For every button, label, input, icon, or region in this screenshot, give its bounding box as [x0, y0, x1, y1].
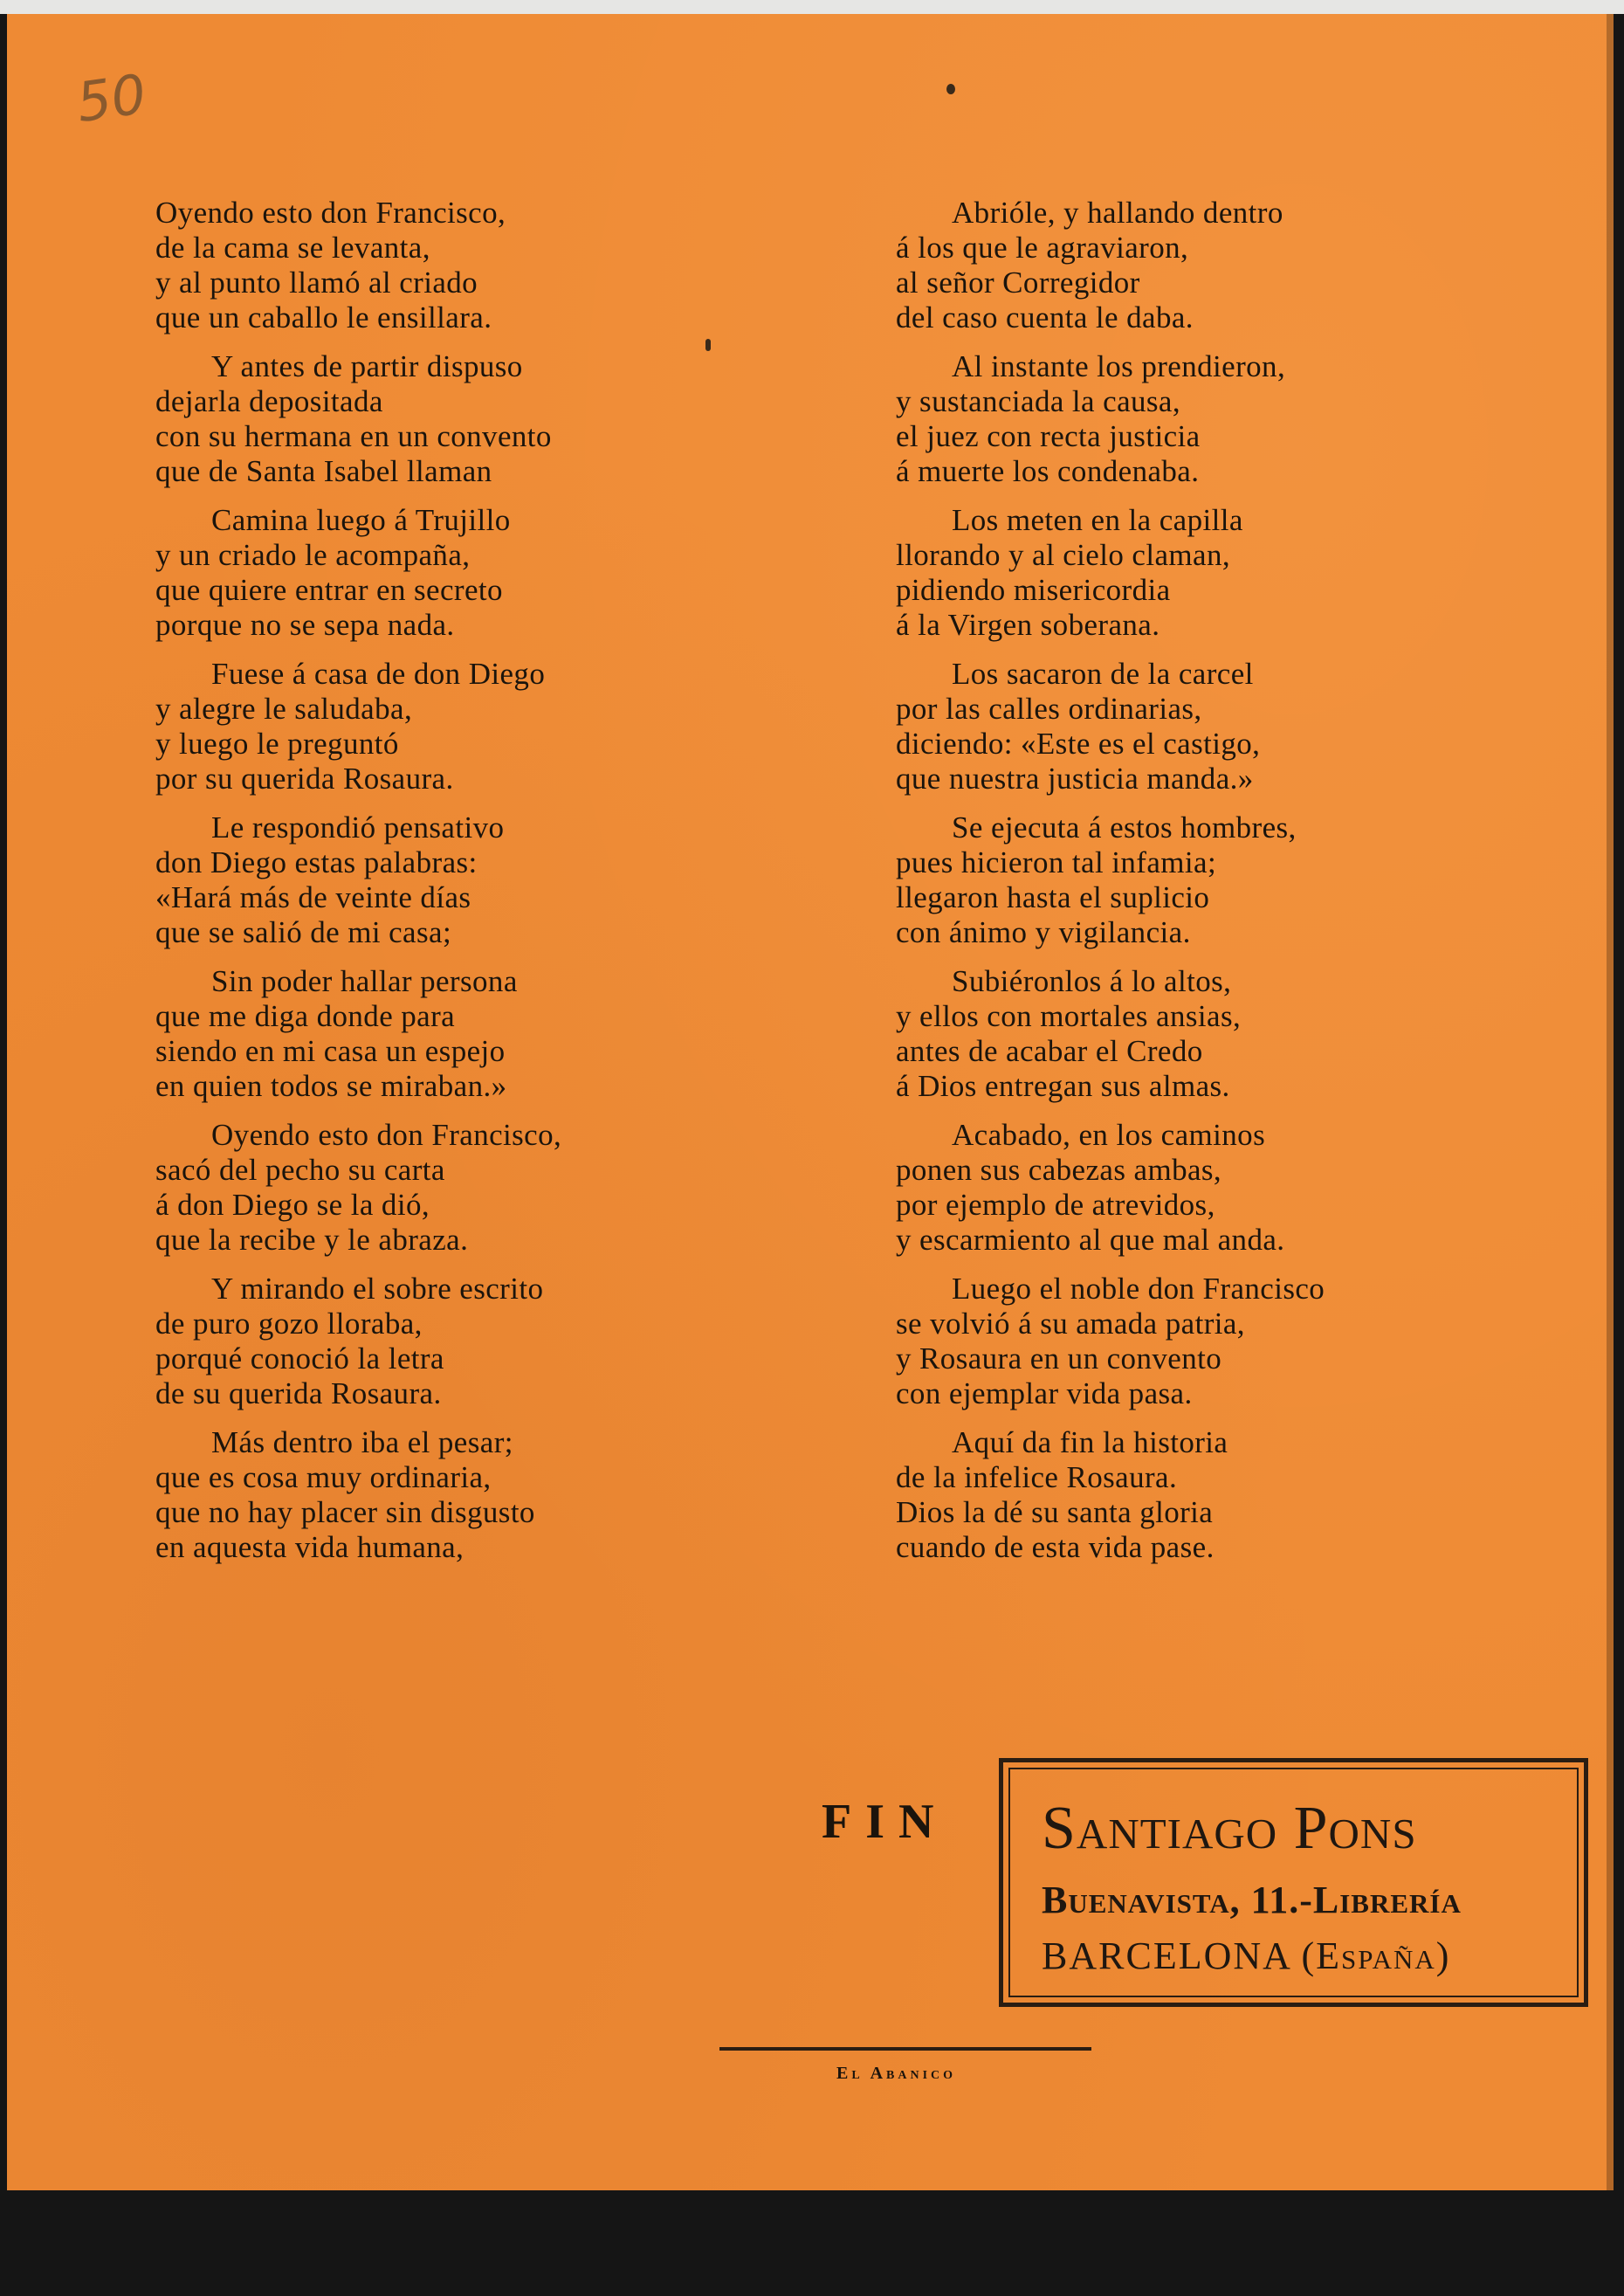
verse-line: dejarla depositada [155, 384, 383, 418]
verse-line: Más dentro iba el pesar; [211, 1425, 513, 1459]
verse-line: y luego le preguntó [155, 727, 399, 761]
verse-line: Y mirando el sobre escrito [211, 1272, 544, 1306]
stanza [155, 1118, 561, 1258]
verse-line: Se ejecuta á estos hombres, [952, 810, 1297, 845]
stanza [896, 1118, 1325, 1258]
stanza [896, 810, 1325, 950]
verse-line: y al punto llamó al criado [155, 265, 478, 300]
verse-line: que de Santa Isabel llaman [155, 454, 492, 488]
verse-line: en aquesta vida humana, [155, 1530, 464, 1564]
verse-line: Y antes de partir dispuso [211, 349, 523, 383]
stamp-publisher-name: Santiago Pons [1042, 1795, 1417, 1862]
verse-line: que nuestra justicia manda.» [896, 762, 1254, 796]
verse-line: que no hay placer sin disgusto [155, 1495, 535, 1529]
verse-line: sacó del pecho su carta [155, 1153, 445, 1187]
document-page [7, 14, 1614, 2190]
stanza [896, 1425, 1325, 1565]
verse-line: pidiendo misericordia [896, 573, 1171, 607]
verse-line: en quien todos se miraban.» [155, 1069, 507, 1103]
verse-line: y sustanciada la causa, [896, 384, 1181, 418]
verse-line: con ánimo y vigilancia. [896, 915, 1191, 949]
verse-line: al señor Corregidor [896, 265, 1140, 300]
verse-line: Subiéronlos á lo altos, [952, 964, 1232, 998]
verse-line: Los sacaron de la carcel [952, 657, 1254, 691]
verse-line: de la infelice Rosaura. [896, 1460, 1178, 1494]
stanza [155, 503, 561, 643]
verse-line: de puro gozo lloraba, [155, 1307, 423, 1341]
verse-line: á don Diego se la dió, [155, 1188, 430, 1222]
ink-dot [705, 339, 711, 351]
stanza [155, 1425, 561, 1565]
verse-line: Sin poder hallar persona [211, 964, 518, 998]
verse-line: que me diga donde para [155, 999, 456, 1033]
stanza [155, 964, 561, 1104]
stanza [896, 964, 1325, 1104]
verse-line: Oyendo esto don Francisco, [155, 196, 506, 230]
verse-line: ponen sus cabezas ambas, [896, 1153, 1222, 1187]
verse-line: diciendo: «Este es el castigo, [896, 727, 1261, 761]
verse-line: porque no se sepa nada. [155, 608, 455, 642]
verse-line: el juez con recta justicia [896, 419, 1201, 453]
handwritten-page-number: 50 [72, 61, 150, 135]
verse-line: á la Virgen soberana. [896, 608, 1160, 642]
publisher-stamp [999, 1758, 1588, 2007]
verse-line: Dios la dé su santa gloria [896, 1495, 1214, 1529]
scan-top-strip [0, 0, 1624, 14]
verse-line: del caso cuenta le daba. [896, 300, 1194, 334]
stanza [155, 196, 561, 335]
verse-line: que quiere entrar en secreto [155, 573, 503, 607]
verse-line: por las calles ordinarias, [896, 692, 1202, 726]
verse-line: por su querida Rosaura. [155, 762, 454, 796]
verse-line: llorando y al cielo claman, [896, 538, 1231, 572]
verse-line: Luego el noble don Francisco [952, 1272, 1325, 1306]
stamp-city: BARCELONA (España) [1042, 1934, 1451, 1977]
footer-rule [719, 2047, 1091, 2051]
stanza [896, 349, 1325, 489]
fin-label: FIN [822, 1795, 948, 1849]
footer-title: El Abanico [836, 2064, 957, 2083]
verse-line: por ejemplo de atrevidos, [896, 1188, 1215, 1222]
verse-line: que la recibe y le abraza. [155, 1223, 469, 1257]
verse-line: llegaron hasta el suplicio [896, 880, 1210, 914]
right-poem-column [896, 196, 1325, 1579]
verse-line: á muerte los condenaba. [896, 454, 1200, 488]
verse-line: y ellos con mortales ansias, [896, 999, 1242, 1033]
verse-line: cuando de esta vida pase. [896, 1530, 1215, 1564]
verse-line: y un criado le acompaña, [155, 538, 471, 572]
verse-line: á los que le agraviaron, [896, 231, 1189, 265]
verse-line: Le respondió pensativo [211, 810, 505, 845]
verse-line: se volvió á su amada patria, [896, 1307, 1245, 1341]
verse-line: «Hará más de veinte días [155, 880, 471, 914]
stanza [155, 349, 561, 489]
verse-line: Fuese á casa de don Diego [211, 657, 546, 691]
verse-line: de su querida Rosaura. [155, 1376, 442, 1410]
verse-line: y Rosaura en un convento [896, 1341, 1222, 1376]
verse-line: de la cama se levanta, [155, 231, 430, 265]
left-poem-column [155, 196, 561, 1579]
verse-line: que un caballo le ensillara. [155, 300, 492, 334]
verse-line: á Dios entregan sus almas. [896, 1069, 1230, 1103]
stanza [896, 657, 1325, 796]
verse-line: que es cosa muy ordinaria, [155, 1460, 492, 1494]
verse-line: Al instante los prendieron, [952, 349, 1286, 383]
verse-line: antes de acabar el Credo [896, 1034, 1203, 1068]
verse-line: con ejemplar vida pasa. [896, 1376, 1193, 1410]
stanza [155, 1272, 561, 1411]
verse-line: Abrióle, y hallando dentro [952, 196, 1283, 230]
verse-line: Acabado, en los caminos [952, 1118, 1266, 1152]
verse-line: Aquí da fin la historia [952, 1425, 1228, 1459]
ink-dot [946, 84, 955, 94]
verse-line: Oyendo esto don Francisco, [211, 1118, 562, 1152]
verse-line: que se salió de mi casa; [155, 915, 452, 949]
stanza [896, 503, 1325, 643]
verse-line: y escarmiento al que mal anda. [896, 1223, 1285, 1257]
verse-line: Los meten en la capilla [952, 503, 1243, 537]
verse-line: con su hermana en un convento [155, 419, 552, 453]
stamp-address: Buenavista, 11.-Librería [1042, 1879, 1462, 1921]
verse-line: pues hicieron tal infamia; [896, 845, 1217, 879]
verse-line: porqué conoció la letra [155, 1341, 444, 1376]
stanza [896, 1272, 1325, 1411]
verse-line: siendo en mi casa un espejo [155, 1034, 506, 1068]
stanza [896, 196, 1325, 335]
verse-line: don Diego estas palabras: [155, 845, 478, 879]
stanza [155, 657, 561, 796]
verse-line: Camina luego á Trujillo [211, 503, 511, 537]
stanza [155, 810, 561, 950]
verse-line: y alegre le saludaba, [155, 692, 413, 726]
